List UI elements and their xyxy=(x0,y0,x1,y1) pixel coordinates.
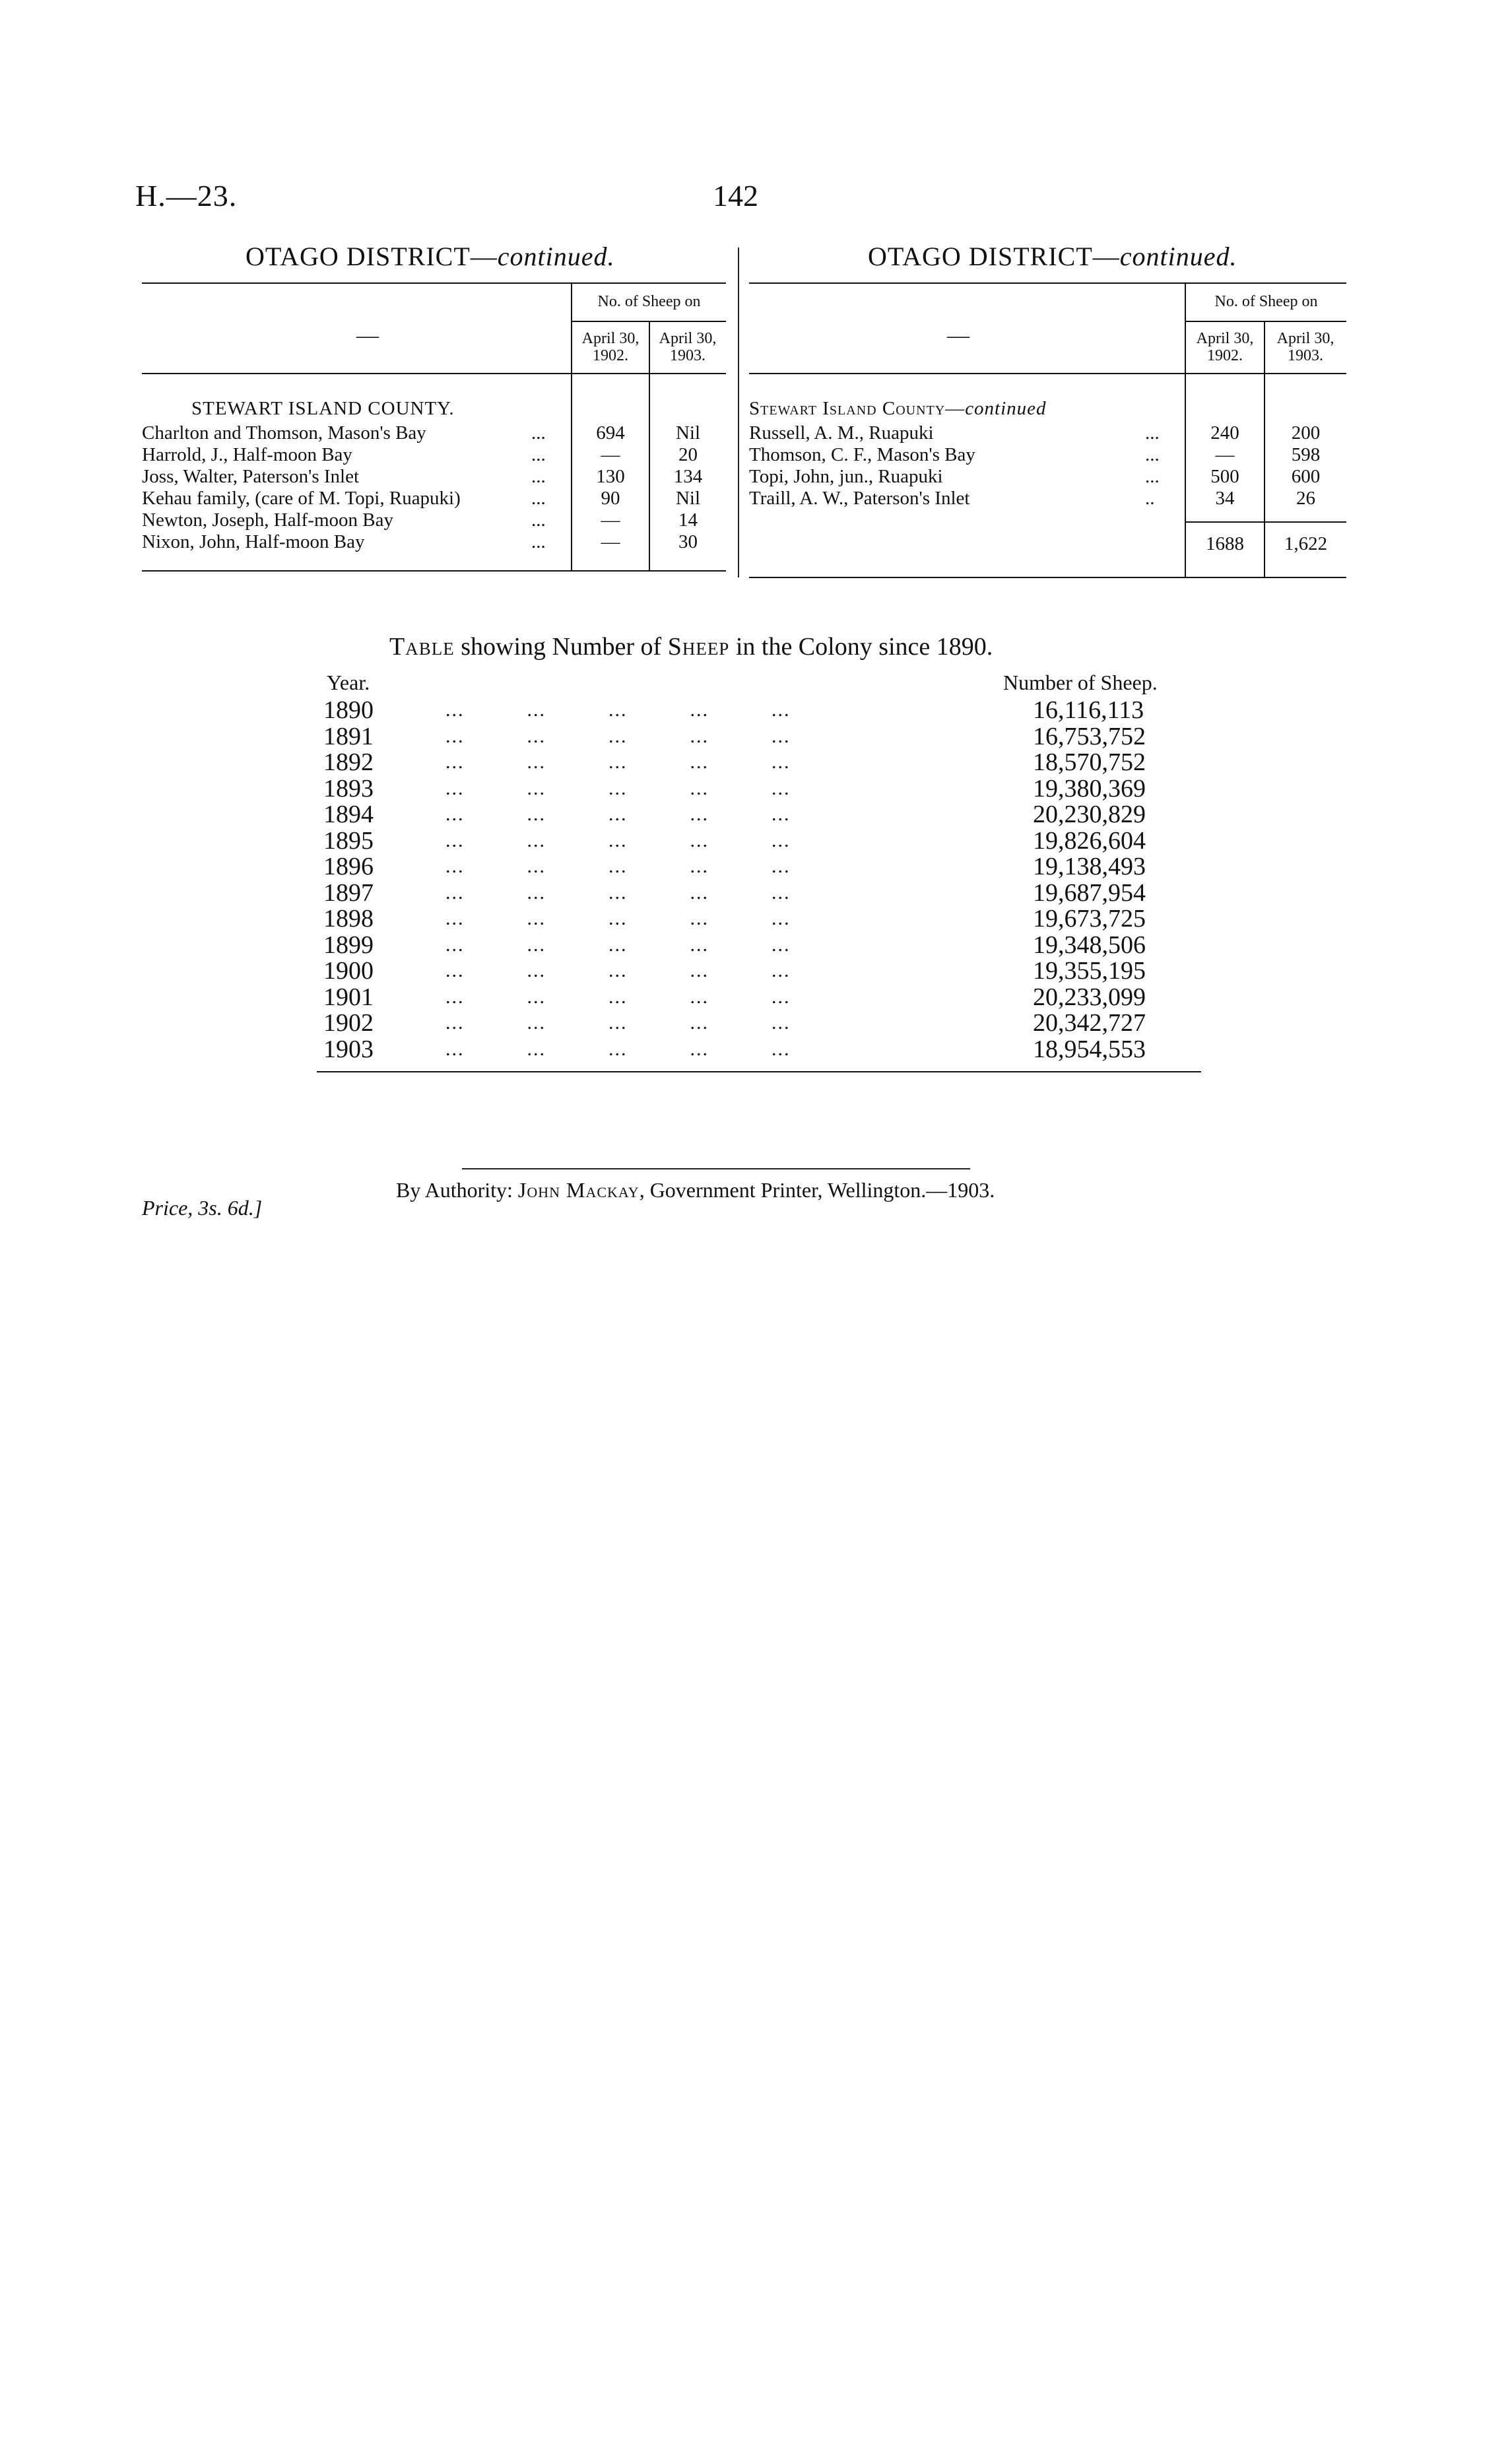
authority-a: By Authority: xyxy=(396,1178,518,1202)
left-col-group: No. of Sheep on xyxy=(597,293,701,310)
left-county-heading: STEWART ISLAND COUNTY. xyxy=(191,398,455,419)
right-top-rule xyxy=(749,282,1346,284)
sheep-leader: ... ... ... ... ... xyxy=(445,1037,791,1060)
left-row-1903: Nil xyxy=(675,488,701,509)
right-row-1903: 200 xyxy=(1291,422,1321,443)
page-number: 142 xyxy=(713,179,758,213)
sheep-leader: ... ... ... ... ... xyxy=(445,1012,791,1034)
left-row-1902: — xyxy=(601,531,620,552)
right-row-dots: ... xyxy=(1145,466,1160,487)
sheep-table-title xyxy=(389,632,993,661)
left-header-rule xyxy=(142,373,726,374)
sheep-value: 16,116,113 xyxy=(1033,696,1144,724)
sheep-year: 1893 xyxy=(323,774,374,803)
right-row-1902: 34 xyxy=(1215,488,1235,509)
left-row-1902: 90 xyxy=(601,488,620,509)
sheep-value: 20,342,727 xyxy=(1033,1009,1146,1037)
right-header-rule xyxy=(749,373,1346,374)
sheep-year: 1900 xyxy=(323,957,374,985)
sheep-leader: ... ... ... ... ... xyxy=(445,725,791,747)
left-row-dots: ... xyxy=(531,488,546,509)
sheep-year: 1901 xyxy=(323,983,374,1011)
right-col-1902: April 30, 1902. xyxy=(1196,330,1254,364)
sheep-title-b: showing Number of xyxy=(454,633,668,661)
sheep-value: 19,355,195 xyxy=(1033,957,1146,985)
sheep-col-number: Number of Sheep. xyxy=(1003,671,1158,694)
right-total-rule xyxy=(1185,521,1346,523)
right-table xyxy=(749,277,1346,581)
right-row-dots: ... xyxy=(1145,422,1160,443)
sheep-year: 1891 xyxy=(323,722,374,750)
left-row-1902: 130 xyxy=(596,466,625,487)
left-row-1902: — xyxy=(601,444,620,465)
sheep-leader: ... ... ... ... ... xyxy=(445,777,791,799)
sheep-value: 18,570,752 xyxy=(1033,748,1146,776)
sheep-year: 1895 xyxy=(323,826,374,855)
sheep-year: 1894 xyxy=(323,801,374,828)
right-county-cont: continued xyxy=(965,398,1047,419)
right-table-title xyxy=(868,241,1237,272)
sheep-year: 1898 xyxy=(323,905,374,933)
right-row-1902: 240 xyxy=(1210,422,1239,443)
sheep-title-d: in the Colony since 1890. xyxy=(729,633,993,661)
sheep-leader: ... ... ... ... ... xyxy=(445,803,791,825)
sheep-year: 1899 xyxy=(323,931,374,959)
sheep-value: 16,753,752 xyxy=(1033,722,1146,750)
right-row-1902: 500 xyxy=(1210,466,1239,487)
sheep-year: 1896 xyxy=(323,853,374,880)
left-row-1902: 694 xyxy=(596,422,625,443)
sheep-leader: ... ... ... ... ... xyxy=(445,985,791,1008)
left-table-title xyxy=(246,241,615,272)
sheep-bottom-rule xyxy=(317,1071,1201,1072)
authority-printer: John Mackay xyxy=(517,1178,640,1202)
right-total-1902: 1688 xyxy=(1206,533,1244,554)
sheep-value: 19,826,604 xyxy=(1033,826,1146,855)
right-blank-header: — xyxy=(947,323,970,348)
left-row-name: Harrold, J., Half-moon Bay xyxy=(142,444,352,465)
sheep-col-year: Year. xyxy=(327,671,370,694)
price: Price, 3s. 6d.] xyxy=(142,1196,263,1220)
sheep-table xyxy=(317,667,1201,1089)
left-row-dots: ... xyxy=(531,422,546,443)
sheep-value: 19,138,493 xyxy=(1033,853,1146,880)
sheep-value: 19,687,954 xyxy=(1033,878,1146,907)
sheep-title-a: Table xyxy=(389,633,455,661)
sheep-year: 1902 xyxy=(323,1009,374,1037)
sheep-year: 1897 xyxy=(323,878,374,907)
left-row-1903: 30 xyxy=(678,531,698,552)
right-title-main: OTAGO DISTRICT— xyxy=(868,242,1120,271)
right-row-name: Topi, John, jun., Ruapuki xyxy=(749,466,943,487)
left-col-1903: April 30, 1903. xyxy=(659,330,717,364)
left-bottom-rule xyxy=(142,570,726,572)
right-col-group: No. of Sheep on xyxy=(1214,293,1318,310)
sheep-leader: ... ... ... ... ... xyxy=(445,855,791,877)
right-row-dots: ... xyxy=(1145,444,1160,465)
right-county-heading xyxy=(749,398,1047,420)
right-row-name: Russell, A. M., Ruapuki xyxy=(749,422,934,443)
left-row-dots: ... xyxy=(531,466,546,487)
left-col-1902: April 30, 1902. xyxy=(581,330,640,364)
right-total-1903: 1,622 xyxy=(1284,533,1328,554)
left-row-1903: 134 xyxy=(673,466,703,487)
left-row-name: Kehau family, (care of M. Topi, Ruapuki) xyxy=(142,488,461,509)
sheep-leader: ... ... ... ... ... xyxy=(445,960,791,981)
right-row-name: Thomson, C. F., Mason's Bay xyxy=(749,444,975,465)
authority-c: , Government Printer, Wellington.—1903. xyxy=(639,1178,995,1202)
left-row-name: Nixon, John, Half-moon Bay xyxy=(142,531,365,552)
left-row-1903: 20 xyxy=(678,444,698,465)
sheep-value: 18,954,553 xyxy=(1033,1035,1146,1063)
column-divider xyxy=(738,247,739,577)
left-row-name: Joss, Walter, Paterson's Inlet xyxy=(142,466,360,487)
right-col-1903: April 30, 1903. xyxy=(1276,330,1334,364)
left-row-dots: ... xyxy=(531,509,546,531)
left-row-dots: ... xyxy=(531,444,546,465)
right-row-1903: 26 xyxy=(1296,488,1315,509)
sheep-value: 19,348,506 xyxy=(1033,931,1146,959)
left-row-1903: 14 xyxy=(678,509,698,531)
sheep-value: 20,233,099 xyxy=(1033,983,1146,1011)
document-reference: H.—23. xyxy=(135,179,238,213)
left-blank-header: — xyxy=(356,323,379,348)
right-group-rule xyxy=(1185,321,1346,322)
right-title-cont: continued. xyxy=(1119,242,1237,271)
left-title-cont: continued. xyxy=(497,242,615,271)
left-row-name: Newton, Joseph, Half-moon Bay xyxy=(142,509,393,531)
sheep-year: 1892 xyxy=(323,748,374,776)
right-row-1902: — xyxy=(1215,444,1235,465)
left-row-1902: — xyxy=(601,509,620,531)
sheep-title-c: Sheep xyxy=(667,633,730,661)
sheep-value: 19,673,725 xyxy=(1033,905,1146,933)
sheep-value: 19,380,369 xyxy=(1033,774,1146,803)
left-top-rule xyxy=(142,282,726,284)
sheep-leader: ... ... ... ... ... xyxy=(445,699,791,721)
right-row-dots: .. xyxy=(1145,488,1155,509)
sheep-value: 20,230,829 xyxy=(1033,801,1146,828)
left-row-1903: Nil xyxy=(675,422,701,443)
right-row-1903: 598 xyxy=(1291,444,1321,465)
left-table xyxy=(142,277,726,581)
sheep-leader: ... ... ... ... ... xyxy=(445,907,791,929)
sheep-year: 1903 xyxy=(323,1035,374,1063)
authority-line xyxy=(396,1178,995,1202)
left-title-main: OTAGO DISTRICT— xyxy=(246,242,498,271)
sheep-leader: ... ... ... ... ... xyxy=(445,933,791,956)
left-row-name: Charlton and Thomson, Mason's Bay xyxy=(142,422,426,443)
right-county-main: Stewart Island County— xyxy=(749,398,966,419)
sheep-year: 1890 xyxy=(323,696,374,724)
sheep-leader: ... ... ... ... ... xyxy=(445,881,791,903)
sheep-leader: ... ... ... ... ... xyxy=(445,829,791,851)
left-row-dots: ... xyxy=(531,531,546,552)
right-row-name: Traill, A. W., Paterson's Inlet xyxy=(749,488,970,509)
footer-rule xyxy=(462,1168,970,1169)
right-row-1903: 600 xyxy=(1291,466,1321,487)
right-bottom-rule xyxy=(749,577,1346,578)
sheep-leader: ... ... ... ... ... xyxy=(445,751,791,773)
